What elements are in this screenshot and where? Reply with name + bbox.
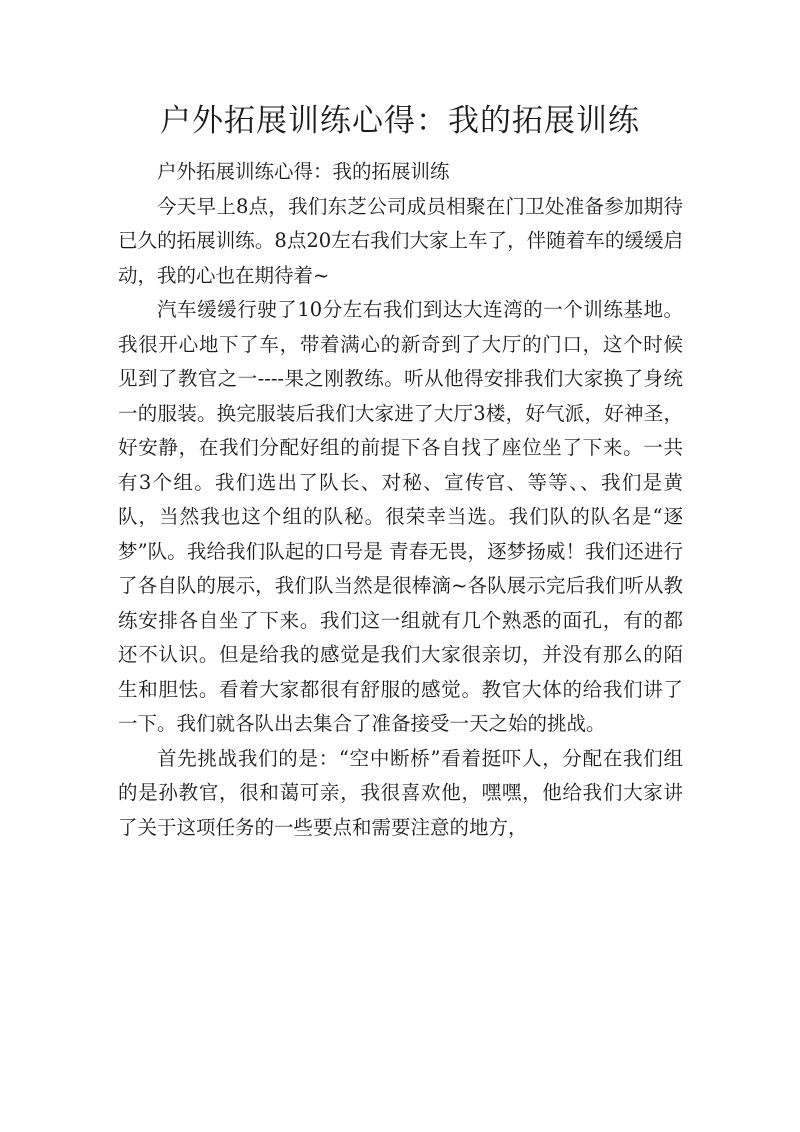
document-body	[118, 155, 683, 845]
paragraph-subtitle: 户外拓展训练心得：我的拓展训练	[157, 160, 450, 183]
paragraph: 汽车缓缓行驶了10分左右我们到达大连湾的一个训练基地。我很开心地下了车，带着满心的新奇到了大厅的门口，这个时候见到了教官之一----果之刚教练。听从他得安排我们大家换了身统一的服装。换完服装后我们大家进了大厅3楼，好气派，好神圣，好安静，在我们分配好组的前提下各自找了座位坐了下来。一共有3个组。我们选出了队长、对秘、宣传官、等等、、我们是黄队，当然我也这个组的队秘。很荣幸当选。我们队的队名是“逐梦”队。我给我们队起的口号是 青春无畏，逐梦扬威！我们还进行了各自队的展示，我们队当然是很棒滴~各队展示完后我们听从教练安排各自坐了下来。我们这一组就有几个熟悉的面孔，有的都还不认识。但是给我的感觉是我们大家很亲切，并没有那么的陌生和胆怯。看着大家都很有舒服的感觉。教官大体的给我们讲了一下。我们就各队出去集合了准备接受一天之始的挑战。	[118, 298, 683, 735]
document-title: 户外拓展训练心得：我的拓展训练	[160, 103, 640, 139]
paragraph: 今天早上8点，我们东芝公司成员相聚在门卫处准备参加期待已久的拓展训练。8点20左右我们大家上车了，伴随着车的缓缓启动，我的心也在期待着~	[118, 194, 683, 287]
paragraph: 首先挑战我们的是：“空中断桥”看着挺吓人，分配在我们组的是孙教官，很和蔼可亲，我很喜欢他，嘿嘿，他给我们大家讲了关于这项任务的一些要点和需要注意的地方，	[118, 746, 683, 839]
